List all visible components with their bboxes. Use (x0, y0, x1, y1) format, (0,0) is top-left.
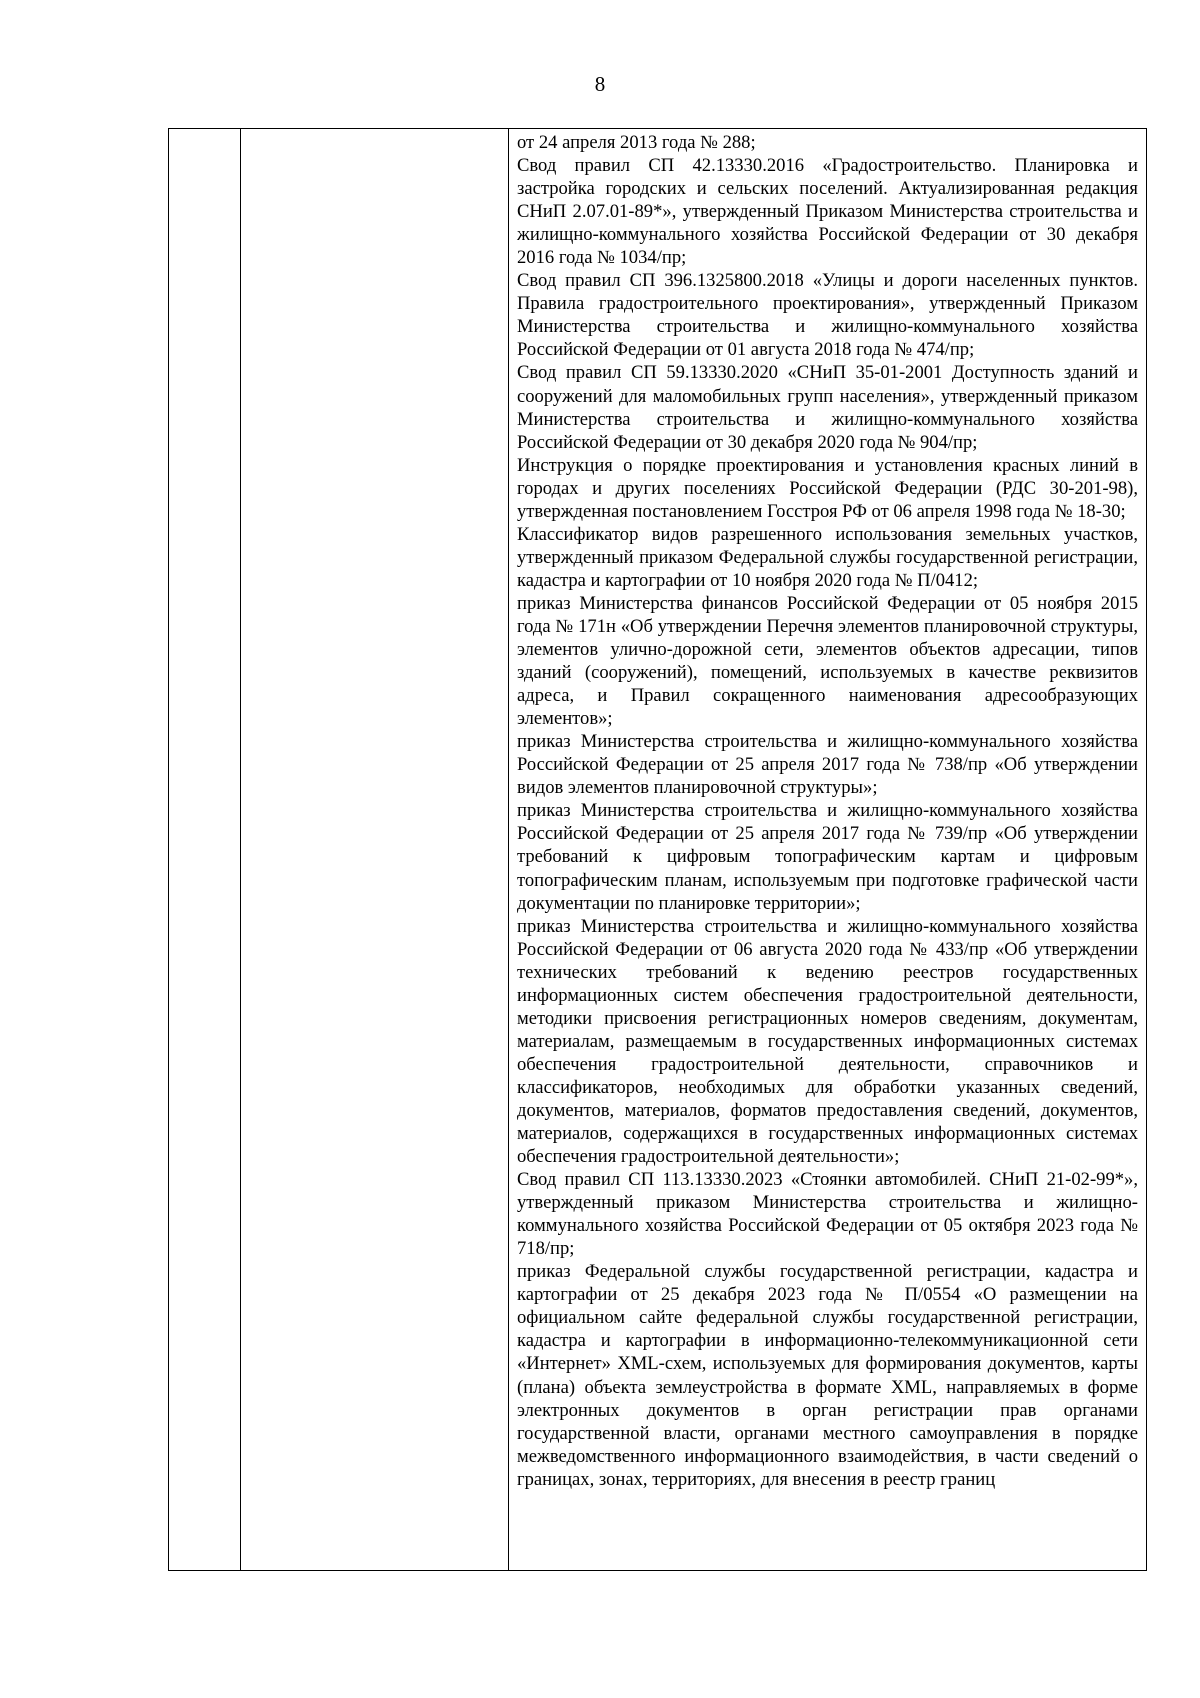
regulation-item: Свод правил СП 396.1325800.2018 «Улицы и дороги населенных пунктов. Правила градостроительного проектирования», утвержденный Приказом Министерства строительства и жилищно-коммунального хозяйства Российской Федерации от 01 августа 2018 года № 474/пр; (517, 270, 1138, 361)
regulation-item: Свод правил СП 113.13330.2023 «Стоянки автомобилей. СНиП 21-02-99*», утвержденный приказом Министерства строительства и жилищно-коммунального хозяйства Российской Федерации от 05 октября 2023 года № 718/пр; (517, 1169, 1138, 1260)
regulation-item: Инструкция о порядке проектирования и установления красных линий в городах и других поселениях Российской Федерации (РДС 30-201-98), утвержденная постановлением Госстроя РФ от 06 апреля 1998 года № 18-30; (517, 454, 1138, 522)
table-cell-number (169, 129, 241, 1571)
regulation-item: приказ Министерства строительства и жилищно-коммунального хозяйства Российской Федерации от 25 апреля 2017 года № 739/пр «Об утверждении требований к цифровым топографическим картам и цифровым топографическим планам, используемым при подготовке графической части документации по планировке территории»; (517, 800, 1138, 914)
regulations-table (168, 128, 1147, 1571)
regulation-item: приказ Федеральной службы государственной регистрации, кадастра и картографии от 25 декабря 2023 года № П/0554 «О размещении на официальном сайте федеральной службы государственной регистрации, кадастра и картографии в информационно-телекоммуникационной сети «Интернет» XML-схем, используемых для формирования документов, карты (плана) объекта землеустройства в формате XML, направляемых в форме электронных документов в орган регистрации прав органами государственной власти, органами местного самоуправления в порядке межведомственного информационного взаимодействия, в части сведений о границах, зонах, территориях, для внесения в реестр границ (517, 1261, 1138, 1490)
table-cell-regulations (509, 129, 1147, 1571)
regulation-item: приказ Министерства финансов Российской Федерации от 05 ноября 2015 года № 171н «Об утверждении Перечня элементов планировочной структуры, элементов улично-дорожной сети, элементов объектов адресации, типов зданий (сооружений), помещений, используемых в качестве реквизитов адреса, и Правил сокращенного наименования адресообразующих элементов»; (517, 592, 1138, 730)
regulation-item: от 24 апреля 2013 года № 288; (517, 132, 756, 153)
regulation-item: Свод правил СП 42.13330.2016 «Градостроительство. Планировка и застройка городских и сельских поселений. Актуализированная редакция СНиП 2.07.01-89*», утвержденный Приказом Министерства строительства и жилищно-коммунального хозяйства Российской Федерации от 30 декабря 2016 года № 1034/пр; (517, 155, 1138, 269)
regulation-item: приказ Министерства строительства и жилищно-коммунального хозяйства Российской Федерации от 25 апреля 2017 года № 738/пр «Об утверждении видов элементов планировочной структуры»; (517, 731, 1138, 799)
regulation-item: приказ Министерства строительства и жилищно-коммунального хозяйства Российской Федерации от 06 августа 2020 года № 433/пр «Об утверждении технических требований к ведению реестров государственных информационных систем обеспечения градостроительной деятельности, методики присвоения регистрационных номеров сведениям, документам, материалам, размещаемым в государственных информационных системах обеспечения градостроительной деятельности, справочников и классификаторов, необходимых для обработки указанных сведений, документов, материалов, форматов предоставления сведений, документов, материалов, содержащихся в государственных информационных системах обеспечения градостроительной деятельности»; (517, 915, 1138, 1168)
table-cell-name (241, 129, 509, 1571)
regulations-list (509, 129, 1146, 1491)
page-number: 8 (594, 72, 606, 96)
regulation-item: Классификатор видов разрешенного использования земельных участков, утвержденный приказом Федеральной службы государственной регистрации, кадастра и картографии от 10 ноября 2020 года № П/0412; (517, 523, 1138, 591)
table-row (169, 129, 1147, 1571)
regulation-item: Свод правил СП 59.13330.2020 «СНиП 35-01-2001 Доступность зданий и сооружений для маломобильных групп населения», утвержденный приказом Министерства строительства и жилищно-коммунального хозяйства Российской Федерации от 30 декабря 2020 года № 904/пр; (517, 362, 1138, 453)
